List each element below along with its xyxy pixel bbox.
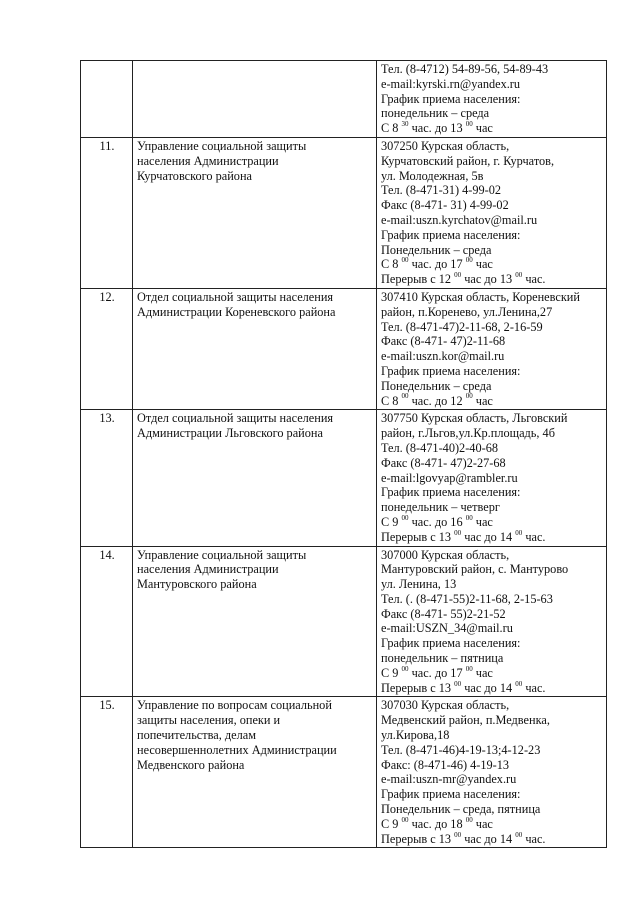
office-name-line: Администрации Кореневского района	[137, 304, 336, 319]
table-row	[81, 137, 607, 288]
contact-line: График приема населения:	[381, 227, 521, 242]
contact-line: Тел. (8-471-46)4-19-13;4-12-23	[381, 742, 541, 757]
office-name-line: Администрации Льговского района	[137, 426, 323, 441]
contact-line: Факс (8-471- 47)2-11-68	[381, 334, 506, 349]
contact-line: Тел. (8-471-31) 4-99-02	[381, 183, 502, 198]
contact-line: Факс (8-471- 55)2-21-52	[381, 606, 506, 621]
contact-line: 307030 Курская область,	[381, 698, 510, 713]
office-name-line: Управление по вопросам социальной	[137, 698, 332, 713]
office-name-cell	[133, 288, 377, 409]
contact-line: Факс: (8-471-46) 4-19-13	[381, 757, 510, 772]
contact-info-cell	[377, 288, 607, 409]
contact-info-cell	[377, 546, 607, 697]
office-name-line: Медвенского района	[137, 757, 245, 772]
row-number	[81, 61, 133, 138]
table-body	[81, 61, 607, 848]
office-name-cell	[133, 697, 377, 848]
table-row	[81, 697, 607, 848]
contact-line: e-mail:uszn-mr@yandex.ru	[381, 772, 517, 787]
table-row	[81, 288, 607, 409]
contact-line: Курчатовский район, г. Курчатов,	[381, 153, 555, 168]
contact-line: Мантуровский район, с. Мантурово	[381, 562, 569, 577]
contact-line: ул.Кирова,18	[381, 728, 450, 743]
contact-line: График приема населения:	[381, 636, 521, 651]
office-name-cell	[133, 546, 377, 697]
contact-line: понедельник – четверг	[381, 500, 500, 515]
contact-line: 307750 Курская область, Льговский	[381, 411, 568, 426]
office-name-cell	[133, 61, 377, 138]
row-number: 15.	[81, 697, 133, 848]
contact-info-cell	[377, 61, 607, 138]
contact-line: Тел. (8-4712) 54-89-56, 54-89-43	[381, 62, 549, 76]
office-name-cell	[133, 410, 377, 546]
contact-line: С 8 $^{00}$ час. до 17 $^{00}$ час	[381, 256, 493, 272]
contact-line: e-mail:uszn.kor@mail.ru	[381, 349, 505, 364]
contact-line: Тел. (8-471-47)2-11-68, 2-16-59	[381, 319, 543, 334]
contact-info-cell	[377, 697, 607, 848]
office-name-line: попечительства, делам	[137, 728, 256, 743]
contact-line: e-mail:uszn.kyrchatov@mail.ru	[381, 212, 538, 227]
contact-line: 307000 Курская область,	[381, 547, 510, 562]
contact-line: e-mail:USZN_34@mail.ru	[381, 621, 513, 636]
contact-line: График приема населения:	[381, 363, 521, 378]
office-name-line: Управление социальной защиты	[137, 138, 307, 153]
contact-line: График приема населения:	[381, 485, 521, 500]
contact-line: Медвенский район, п.Медвенка,	[381, 713, 550, 728]
contact-line: С 9 $^{00}$ час. до 16 $^{00}$ час	[381, 513, 493, 529]
office-name-line: населения Администрации	[137, 562, 279, 577]
office-name-line: Отдел социальной защиты населения	[137, 411, 334, 426]
row-number: 11.	[81, 137, 133, 288]
office-name-cell	[133, 137, 377, 288]
contact-line: Перерыв с 12 $^{00}$ час до 13 $^{00}$ час.	[381, 271, 546, 287]
contact-line: ул. Молодежная, 5в	[381, 168, 484, 183]
contact-line: ул. Ленина, 13	[381, 577, 457, 592]
contact-line: e-mail:lgovyap@rambler.ru	[381, 470, 518, 485]
office-name-line: Курчатовского района	[137, 168, 252, 183]
office-name-line: защиты населения, опеки и	[137, 713, 281, 728]
contact-line: Перерыв с 13 $^{00}$ час до 14 $^{00}$ час.	[381, 528, 546, 544]
contact-line: Перерыв с 13 $^{00}$ час до 14 $^{00}$ час.	[381, 830, 546, 846]
contact-line: Факс (8-471- 31) 4-99-02	[381, 198, 509, 213]
contact-line: район, п.Коренево, ул.Ленина,27	[381, 304, 553, 319]
table-row	[81, 61, 607, 138]
row-number: 12.	[81, 288, 133, 409]
contact-line: С 9 $^{00}$ час. до 18 $^{00}$ час	[381, 815, 493, 831]
office-name-line: населения Администрации	[137, 153, 279, 168]
contact-line: Понедельник – среда	[381, 242, 492, 257]
contact-line: График приема населения:	[381, 91, 521, 106]
contact-line: С 8 $^{00}$ час. до 12 $^{00}$ час	[381, 392, 493, 408]
row-number: 13.	[81, 410, 133, 546]
contact-line: С 8 $^{30}$ час. до 13 $^{00}$ час	[381, 120, 493, 136]
table-row	[81, 410, 607, 546]
contact-line: e-mail:kyrski.rn@yandex.ru	[381, 76, 521, 91]
contact-line: понедельник – пятница	[381, 651, 504, 666]
contact-line: Понедельник – среда, пятница	[381, 802, 541, 817]
contact-line: Тел. (8-471-40)2-40-68	[381, 440, 498, 455]
office-name-line: несовершеннолетних Администрации	[137, 742, 337, 757]
social-protection-offices-table	[80, 60, 607, 848]
office-name-line: Отдел социальной защиты населения	[137, 289, 334, 304]
table-row	[81, 546, 607, 697]
contact-info-cell	[377, 137, 607, 288]
contact-line: График приема населения:	[381, 787, 521, 802]
office-name-line: Мантуровского района	[137, 577, 257, 592]
contact-line: 307410 Курская область, Кореневский	[381, 289, 580, 304]
office-name-line: Управление социальной защиты	[137, 547, 307, 562]
contact-line: Факс (8-471- 47)2-27-68	[381, 455, 506, 470]
contact-line: район, г.Льгов,ул.Кр.площадь, 4б	[381, 426, 555, 441]
contact-line: Перерыв с 13 $^{00}$ час до 14 $^{00}$ час.	[381, 679, 546, 695]
contact-line: С 9 $^{00}$ час. до 17 $^{00}$ час	[381, 664, 493, 680]
contact-line: Понедельник – среда	[381, 378, 492, 393]
contact-line: 307250 Курская область,	[381, 138, 510, 153]
contact-info-cell	[377, 410, 607, 546]
contact-line: понедельник – среда	[381, 106, 490, 121]
contact-line: Тел. (. (8-471-55)2-11-68, 2-15-63	[381, 591, 553, 606]
row-number: 14.	[81, 546, 133, 697]
